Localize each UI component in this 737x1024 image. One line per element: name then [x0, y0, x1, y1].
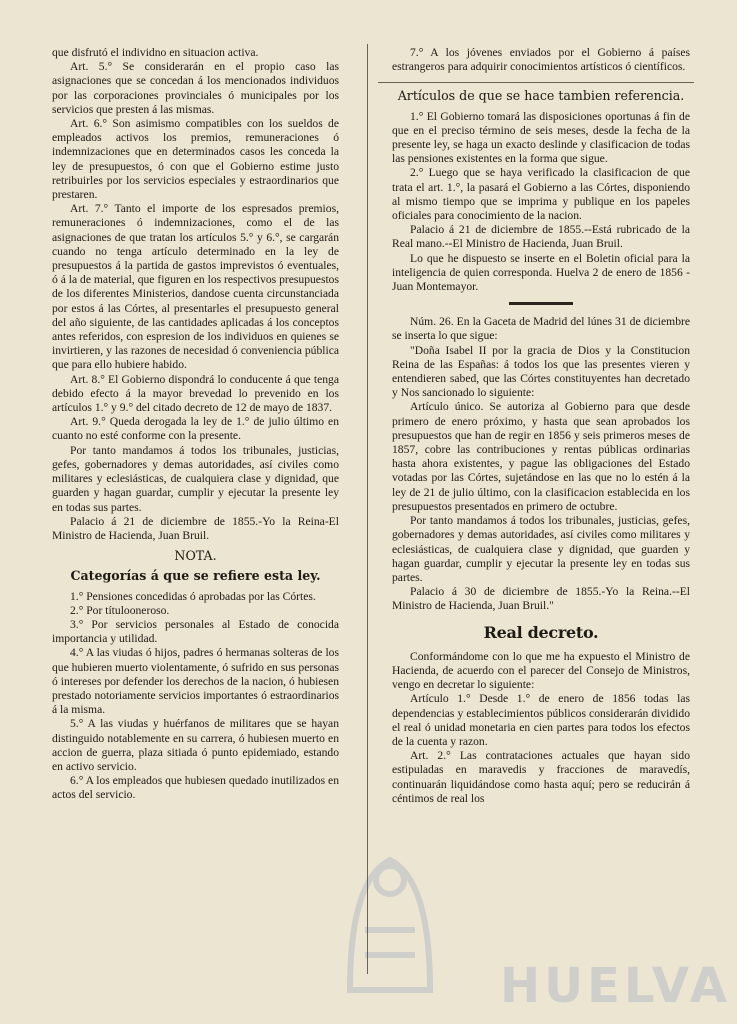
- section-separator: [509, 302, 573, 305]
- column-divider: [367, 44, 368, 974]
- decree-article-2: Art. 2.° Las contrataciones actuales que hayan sido estipuladas en maravedis y fracciones de maravedís, continuarán liquidándose como hasta aquí; pero se reducirán á céntimos de real los: [392, 749, 690, 805]
- signature-line: Palacio á 21 de diciembre de 1855.--Está rubricado de la Real mano.--El Ministro de Hacienda, Juan Bruil.: [392, 223, 690, 251]
- section-divider: [378, 82, 694, 83]
- article-9: Art. 9.° Queda derogada la ley de 1.° de julio último en cuanto no esté conforme con la presente.: [52, 415, 339, 443]
- reference-article: 2.° Luego que se haya verificado la clasificacion de que trata el art. 1.°, la pasará el Gobierno a las Córtes, disponiendo al mismo tiempo que se imprima y publique en los papeles oficiales para conocimiento de la nacion.: [392, 166, 690, 223]
- publication-note: Lo que he dispuesto se inserte en el Boletin oficial para la inteligencia de quien corresponda. Huelva 2 de enero de 1856 -Juan Montemayor.: [392, 251, 690, 294]
- left-column: [52, 46, 339, 803]
- signature-line: Palacio á 30 de diciembre de 1855.-Yo la Reina.--El Ministro de Hacienda, Juan Bruil.": [392, 585, 690, 613]
- mandate-paragraph: Por tanto mandamos á todos los tribunales, justicias, gefes, gobernadores y demas autoridades, así civiles como militares y eclesiásticas, de cualquiera clase y dignidad, que guarden y hagan guardar, cumplir y ejecutar la presente ley en todas sus partes.: [392, 514, 690, 584]
- category-item: 3.° Por servicios personales al Estado de conocida importancia y utilidad.: [52, 617, 339, 646]
- gazette-intro: Núm. 26. En la Gaceta de Madrid del lúnes 31 de diciembre se inserta lo que sigue:: [392, 315, 690, 343]
- category-item: 7.° A los jóvenes enviados por el Gobierno á países estrangeros para adquirir conocimientos artísticos ó científicos.: [392, 46, 690, 74]
- real-decreto-heading: Real decreto.: [483, 622, 599, 642]
- category-item: 1.° Pensiones concedidas ó aprobadas por las Córtes.: [70, 589, 316, 603]
- article-6: Art. 6.° Son asimismo compatibles con los sueldos de empleados activos los premios, remuneraciones ó indemnizaciones que en determinados casos les conceda la ley de presupuestos, ó con que el Gobierno estime justo retribuirles por los servicios especiales y estraordinarios que prestaren.: [52, 117, 339, 202]
- article-5: Art. 5.° Se considerarán en el propio caso las asignaciones que se concedan á los mencionados individuos por las corporaciones provinciales ó municipales por los servicios que presten á las mismas.: [52, 60, 339, 116]
- category-item: 4.° A las viudas ó hijos, padres ó hermanas solteras de los que hubieren muerto violentamente, ó sufrido en sus personas ó intereses por defender los derechos de la nacion, ó hubiesen prestado notoriamente servicios importantes ó estraordinarios á la misma.: [52, 646, 339, 717]
- right-column: [392, 46, 690, 806]
- signature-line: Palacio á 21 de diciembre de 1855.-Yo la Reina-El Ministro de Hacienda, Juan Bruil.: [52, 514, 339, 542]
- single-article: Artículo único. Se autoriza al Gobierno para que desde primero de enero próximo, y hasta que sean aprobados los presupuestos que han de regir en 1856 y seis primeros meses de 1857, cobre las contribuciones y rentas públicas ordinarias hasta ahora existentes, y pague las obligaciones del Estado votadas por las Córtes, sujetándose en las que no lo estén á la ley de 21 de julio último, con la clasificacion establecida en los presupuestos presentados en primero de octubre.: [392, 400, 690, 513]
- article-8: Art. 8.° El Gobierno dispondrá lo conducente á que tenga debido efecto á la mayor brevedad lo prevenido en los artículos 1.° y 9.° del citado decreto de 12 de mayo de 1837.: [52, 372, 339, 415]
- reference-article: 1.° El Gobierno tomará las disposiciones oportunas á fin de que en el preciso término de seis meses, desde la fecha de la presente ley, se haga un exacto deslinde y clasificacion de todas las pensiones existentes en la forma que sigue.: [392, 109, 690, 166]
- articles-heading: Artículos de que se hace tambien referencia.: [397, 88, 685, 104]
- proclamation: "Doña Isabel II por la gracia de Dios y la Constitucion Reina de las Españas: á todos los que las presentes vieren y entendieren sabed, que las Córtes constituyentes han decretado y Nos sancionado lo siguiente:: [392, 343, 690, 400]
- decree-article-1: Artículo 1.° Desde 1.° de enero de 1856 todas las dependencias y establecimientos públicos considerarán dividido el real ó unidad monetaria en cien partes para todos los efectos de la cuenta y razon.: [392, 692, 690, 748]
- category-item: 2.° Por títulooneroso.: [70, 603, 170, 617]
- mandate-paragraph: Por tanto mandamos á todos los tribunales, justicias, gefes, gobernadores y demas autoridades, así civiles como militares y eclesiásticas, de cualquiera clase y dignidad, que guarden y hagan guardar, cumplir y ejecutar la presente ley en todas sus partes.: [52, 443, 339, 514]
- category-item: 6.° A los empleados que hubiesen quedado inutilizados en actos del servicio.: [52, 774, 339, 802]
- stamp-text: HUELVA: [500, 958, 731, 1014]
- library-stamp-watermark: [330, 820, 730, 1020]
- category-item: 5.° A las viudas y huérfanos de militares que se hayan distinguido notablemente en su carrera, ó hubiesen muerto en accion de guerra, plaza sitiada ó punto epidemiado, estando en activo servicio.: [52, 717, 339, 773]
- categories-heading: Categorías á que se refiere esta ley.: [70, 568, 321, 584]
- nota-heading: NOTA.: [174, 548, 217, 564]
- article-7: Art. 7.° Tanto el importe de los espresados premios, remuneraciones ó indemnizaciones, como el de las asignaciones de que tratan los artículos 5.° y 6.°, se cargarán cuando no tenga artículo determinado en la ley de presupuestos á la partida de gastos imprevistos ó eventuales, ó á la de material, que figuren en los respectivos presupuestos de los diferentes Ministerios, dandose cuenta circunstanciada por estos á las Córtes, al presentarles el presupuesto general del año siguiente, de las cantidades aplicadas á los conceptos antes referidos, con espresion de los individuos en quienes se invirtieren, y las razones de necesidad ó conveniencia pública que para ello hubiere habido.: [52, 202, 339, 372]
- decree-intro: Conformándome con lo que me ha expuesto el Ministro de Hacienda, de acuerdo con el parecer del Consejo de Ministros, vengo en decretar lo siguiente:: [392, 649, 690, 692]
- paragraph: que disfrutó el individno en situacion activa.: [52, 46, 259, 59]
